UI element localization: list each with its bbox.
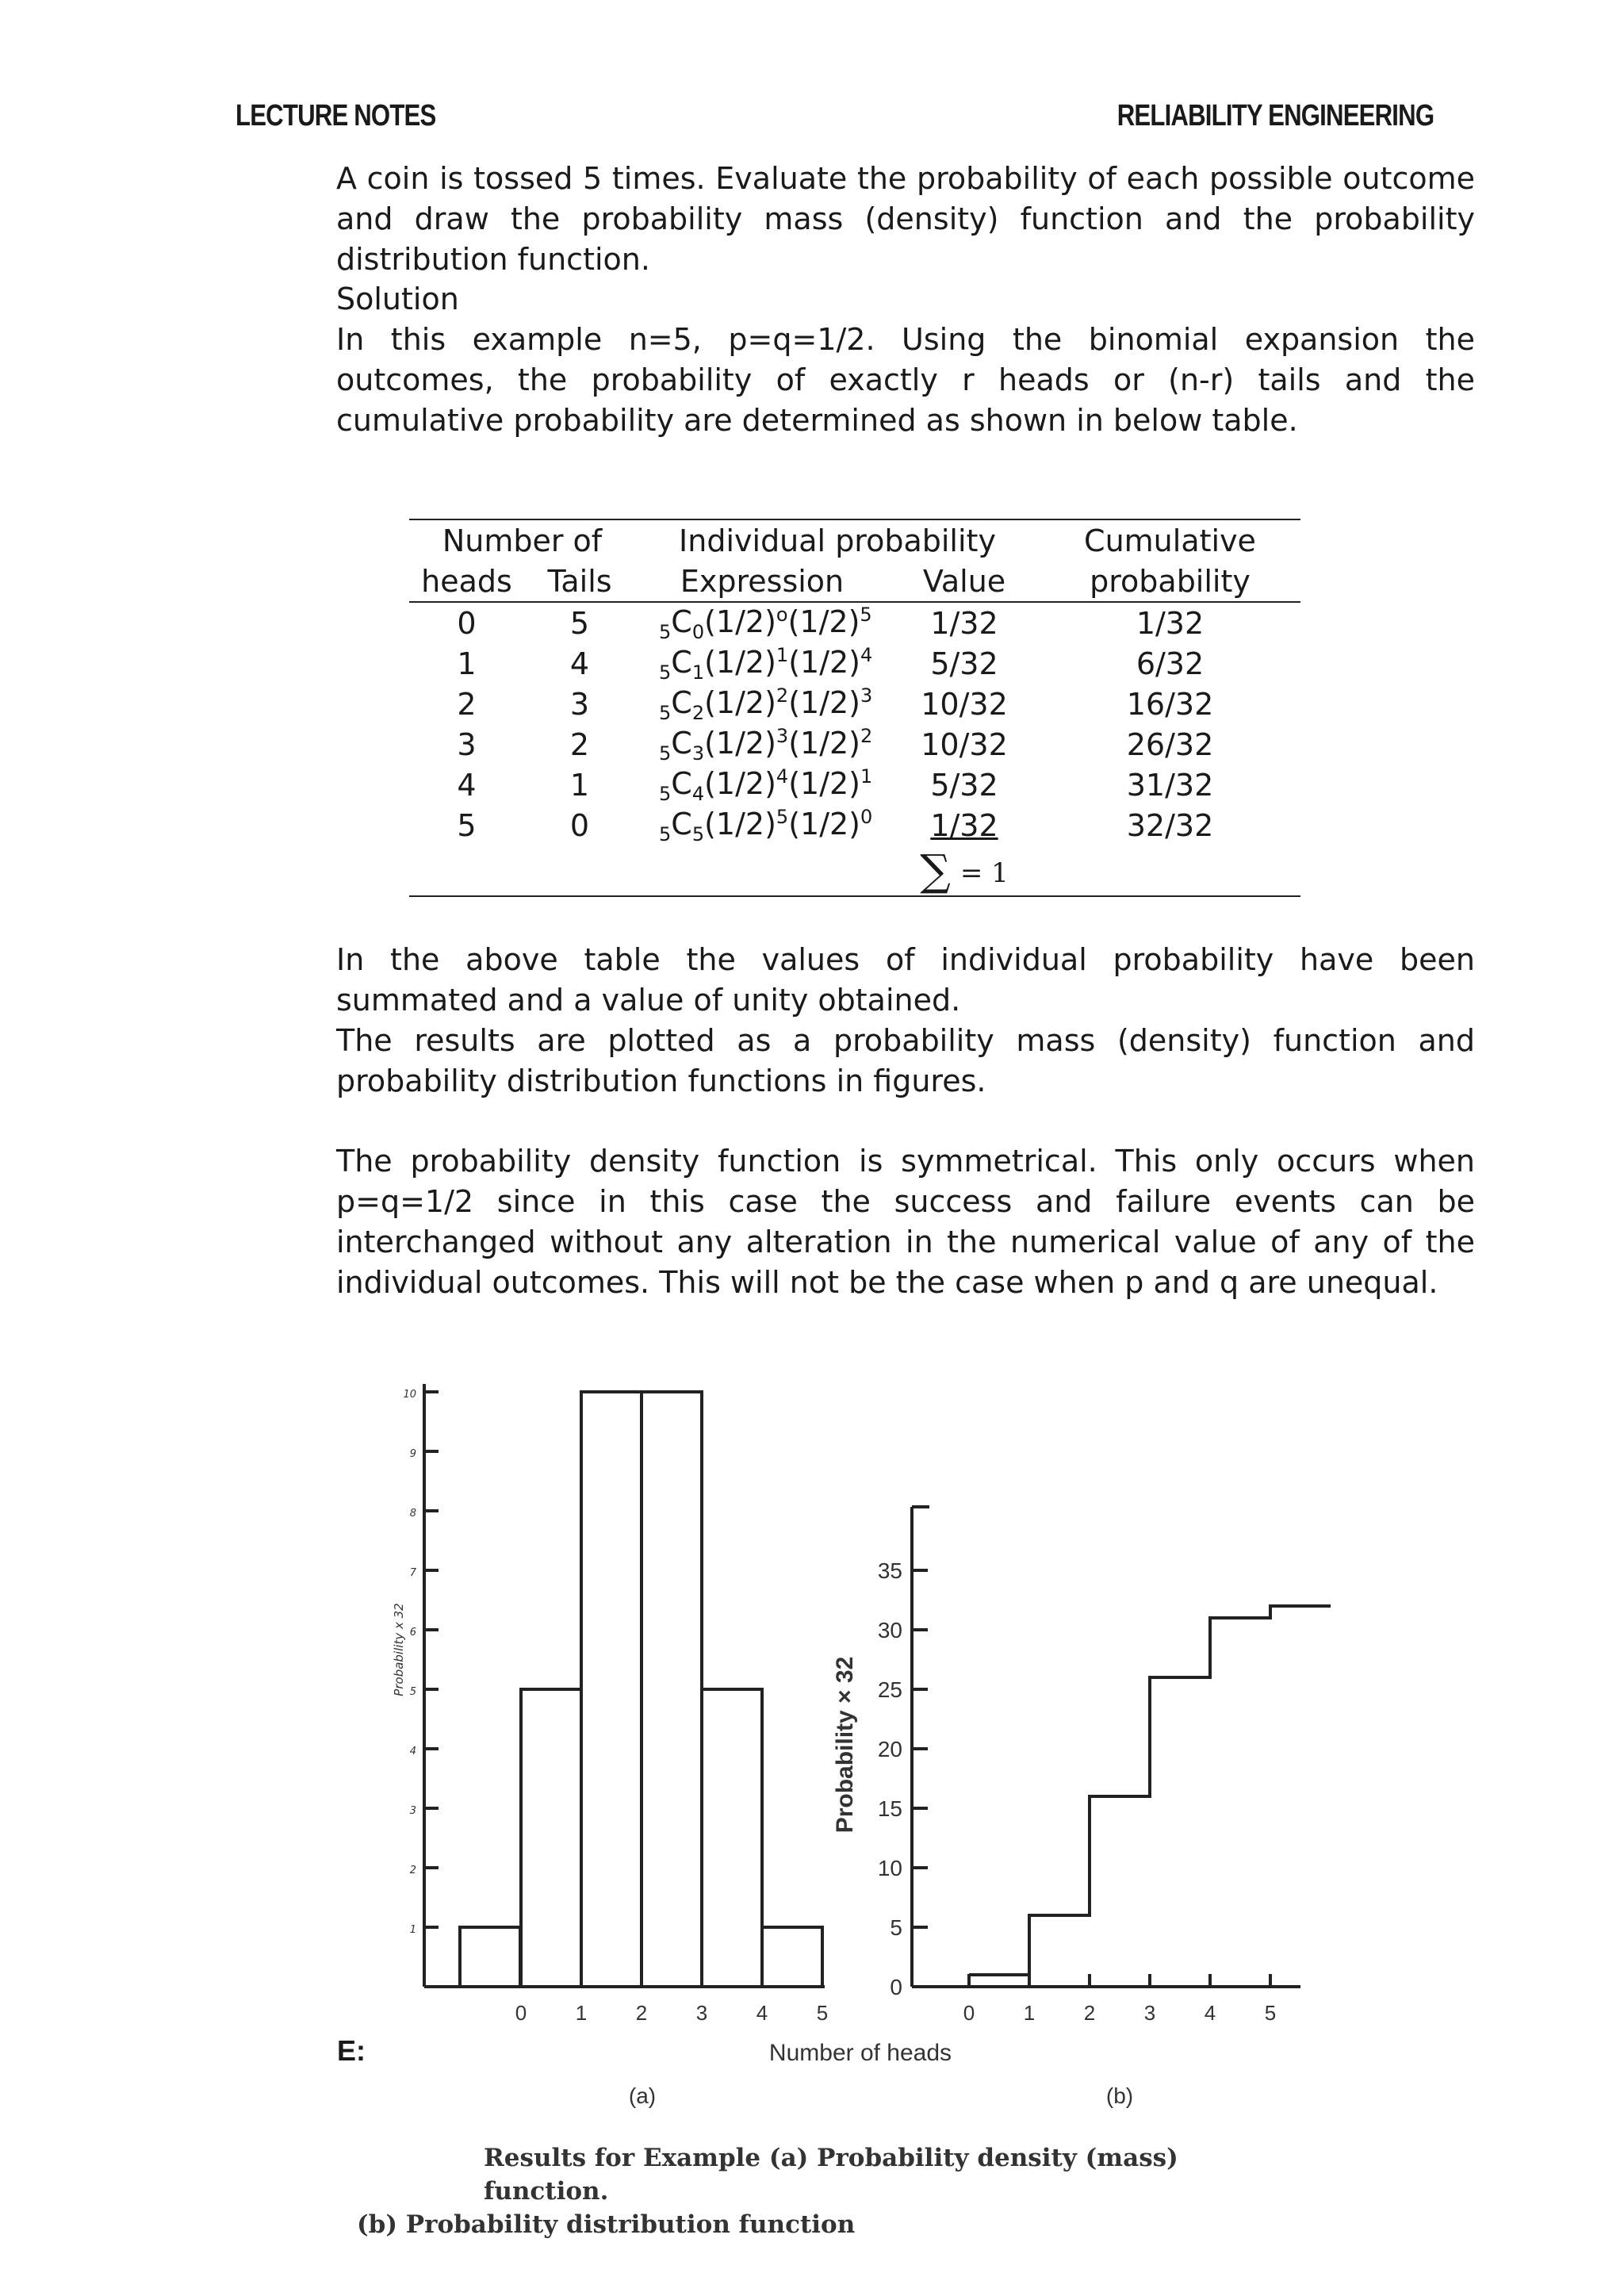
tails-cell: 1 bbox=[569, 767, 590, 803]
group-header-row bbox=[409, 519, 1300, 561]
problem-statement: A coin is tossed 5 times. Evaluate the probability of each possible outcome and draw the probability mass (density) function and the probability distribution function. bbox=[336, 161, 1475, 277]
y-tick-label-b: 15 bbox=[877, 1796, 902, 1821]
expression-cell bbox=[635, 765, 889, 805]
expression-cell bbox=[635, 724, 889, 765]
expression-header: Expression bbox=[635, 561, 889, 602]
y-tick-label-a: 6 bbox=[409, 1627, 416, 1639]
cumulative-header: Cumulative bbox=[1084, 523, 1256, 558]
combination-symbol: C bbox=[671, 684, 692, 720]
n-prefix: 5 bbox=[659, 701, 672, 724]
value-cell: 1/32 bbox=[930, 807, 998, 843]
k-subscript: 3 bbox=[691, 742, 705, 765]
x-tick-label-b: 1 bbox=[1023, 2001, 1036, 2025]
figure-caption bbox=[357, 2141, 1308, 2241]
results-figure bbox=[0, 1340, 1624, 2133]
header-left: LECTURE NOTES bbox=[236, 99, 436, 132]
combination-symbol: C bbox=[671, 604, 692, 639]
half-term: (1/2) bbox=[788, 806, 861, 841]
x-tick-label-a: 3 bbox=[695, 2001, 708, 2025]
tails-header: Tails bbox=[524, 561, 635, 602]
chart-title-a: (a) bbox=[628, 2083, 657, 2108]
y-tick-label-a: 2 bbox=[409, 1865, 416, 1876]
value-cell: 10/32 bbox=[921, 686, 1008, 722]
chart-a bbox=[392, 1384, 828, 2108]
sigma-symbol: ∑ bbox=[920, 845, 951, 895]
half-term: (1/2) bbox=[704, 644, 776, 680]
bar-a bbox=[702, 1689, 762, 1987]
x-tick-label-a: 2 bbox=[635, 2001, 648, 2025]
y-tick-label-a: 8 bbox=[409, 1508, 416, 1520]
tails-cell: 4 bbox=[569, 646, 590, 681]
bar-a bbox=[642, 1392, 702, 1987]
y-tick-label-a: 7 bbox=[409, 1567, 416, 1579]
half-term: (1/2) bbox=[704, 806, 776, 841]
exponent-2: 3 bbox=[860, 684, 873, 707]
k-subscript: 5 bbox=[691, 822, 705, 845]
caption-line-2: (b) Probability distribution function bbox=[357, 2210, 856, 2239]
value-cell: 5/32 bbox=[930, 767, 998, 803]
value-header: Value bbox=[889, 561, 1040, 602]
cumulative-line-b bbox=[969, 1606, 1331, 1975]
y-tick-label-a: 10 bbox=[403, 1389, 416, 1401]
cumulative-cell: 32/32 bbox=[1126, 807, 1214, 843]
tails-cell: 0 bbox=[569, 807, 590, 843]
half-term: (1/2) bbox=[704, 765, 776, 801]
table-row bbox=[409, 765, 1300, 805]
solution-text: In this example n=5, p=q=1/2. Using the binomial expansion the outcomes, the probability of exactly r heads or (n-r) tails and the cumulative probability are determined as shown in below table. bbox=[336, 322, 1475, 438]
expression-cell bbox=[635, 643, 889, 684]
expression-cell bbox=[635, 602, 889, 643]
y-tick-label-a: 9 bbox=[409, 1448, 416, 1460]
x-tick-label-b: 0 bbox=[963, 2001, 975, 2025]
number-of-header: Number of bbox=[442, 523, 603, 558]
bar-a bbox=[460, 1927, 520, 1987]
cumulative-cell: 6/32 bbox=[1136, 646, 1205, 681]
half-term: (1/2) bbox=[704, 725, 776, 761]
combination-symbol: C bbox=[671, 765, 692, 801]
y-axis-label-b: Probability × 32 bbox=[832, 1656, 858, 1834]
bar-a bbox=[581, 1392, 642, 1987]
column-header-row bbox=[409, 561, 1300, 602]
tails-cell: 3 bbox=[569, 686, 590, 722]
table-row bbox=[409, 724, 1300, 765]
tails-cell: 5 bbox=[569, 605, 590, 641]
exponent-1: 2 bbox=[776, 684, 789, 707]
x-tick-label-b: 2 bbox=[1083, 2001, 1096, 2025]
exponent-1: 5 bbox=[776, 805, 789, 828]
n-prefix: 5 bbox=[659, 822, 672, 845]
heads-cell: 5 bbox=[457, 807, 477, 843]
k-subscript: 2 bbox=[691, 701, 705, 724]
figure-stub: E: bbox=[337, 2034, 366, 2067]
exponent-2: 4 bbox=[860, 643, 873, 666]
heads-cell: 1 bbox=[457, 646, 477, 681]
binomial-table bbox=[409, 519, 1300, 897]
cumulative-cell: 1/32 bbox=[1136, 605, 1205, 641]
bar-a bbox=[521, 1689, 581, 1987]
y-tick-label-b: 10 bbox=[877, 1856, 902, 1880]
value-cell: 1/32 bbox=[930, 605, 998, 641]
x-tick-label-b: 5 bbox=[1264, 2001, 1277, 2025]
para-summation: In the above table the values of individual probability have been summated and a value of unity obtained. bbox=[336, 942, 1475, 1018]
para-plotted: The results are plotted as a probability mass (density) function and probability distribution functions in figures. bbox=[336, 1023, 1475, 1098]
table-row bbox=[409, 602, 1300, 643]
chart-b bbox=[769, 1507, 1331, 2108]
half-term: (1/2) bbox=[788, 725, 861, 761]
cumulative-cell: 26/32 bbox=[1126, 726, 1214, 762]
tails-cell: 2 bbox=[569, 726, 590, 762]
x-tick-label-a: 1 bbox=[575, 2001, 588, 2025]
half-term: (1/2) bbox=[788, 684, 861, 720]
y-tick-label-b: 0 bbox=[890, 1975, 902, 1999]
para-symmetry: The probability density function is symmetrical. This only occurs when p=q=1/2 since in this case the success and failure events can be interchanged without any alteration in the numerical value of any of the individual outcomes. This will not be the case when p and q are unequal. bbox=[336, 1144, 1475, 1300]
heads-header: heads bbox=[409, 561, 524, 602]
y-tick-label-a: 1 bbox=[409, 1924, 416, 1936]
bar-a bbox=[762, 1927, 822, 1987]
half-term: (1/2) bbox=[787, 604, 860, 639]
heads-cell: 3 bbox=[457, 726, 477, 762]
y-axis-label-a: Probability x 32 bbox=[392, 1603, 406, 1696]
heads-cell: 4 bbox=[457, 767, 477, 803]
chart-title-b: (b) bbox=[1105, 2083, 1134, 2108]
half-term: (1/2) bbox=[704, 684, 776, 720]
combination-symbol: C bbox=[671, 644, 692, 680]
y-tick-label-b: 25 bbox=[877, 1677, 902, 1702]
half-term: (1/2) bbox=[704, 604, 776, 639]
solution-heading: Solution bbox=[336, 282, 459, 316]
x-tick-label-a: 5 bbox=[816, 2001, 829, 2025]
cumulative-cell: 31/32 bbox=[1126, 767, 1214, 803]
k-subscript: 1 bbox=[691, 661, 705, 684]
combination-symbol: C bbox=[671, 725, 692, 761]
cumulative-cell: 16/32 bbox=[1126, 686, 1214, 722]
x-tick-label-b: 3 bbox=[1143, 2001, 1156, 2025]
k-subscript: 4 bbox=[691, 782, 705, 805]
x-tick-label-b: 4 bbox=[1204, 2001, 1216, 2025]
x-tick-label-a: 4 bbox=[756, 2001, 768, 2025]
y-tick-label-b: 5 bbox=[890, 1915, 902, 1940]
combination-symbol: C bbox=[671, 806, 692, 841]
value-cell: 10/32 bbox=[921, 726, 1008, 762]
table-row bbox=[409, 643, 1300, 684]
heads-cell: 0 bbox=[457, 605, 477, 641]
y-tick-label-a: 5 bbox=[409, 1686, 416, 1698]
table-row bbox=[409, 684, 1300, 724]
sum-cell bbox=[889, 845, 1040, 896]
exponent-1: 1 bbox=[776, 643, 789, 666]
expression-cell bbox=[635, 805, 889, 845]
y-tick-label-b: 30 bbox=[877, 1618, 902, 1642]
header-right: RELIABILITY ENGINEERING bbox=[1116, 99, 1434, 132]
probability-header: probability bbox=[1040, 561, 1300, 602]
exponent-1: 4 bbox=[776, 765, 789, 788]
n-prefix: 5 bbox=[659, 620, 672, 643]
exponent-2: 5 bbox=[860, 603, 872, 626]
k-subscript: 0 bbox=[691, 620, 705, 643]
exponent-2: 0 bbox=[860, 805, 873, 828]
half-term: (1/2) bbox=[788, 765, 861, 801]
sum-value: = 1 bbox=[959, 857, 1009, 889]
sum-row bbox=[409, 845, 1300, 896]
x-tick-label-a: 0 bbox=[515, 2001, 527, 2025]
n-prefix: 5 bbox=[659, 742, 672, 765]
caption-line-1: Results for Example (a) Probability density (mass) function. bbox=[484, 2144, 1178, 2206]
exponent-2: 2 bbox=[860, 724, 873, 747]
y-tick-label-b: 20 bbox=[877, 1737, 902, 1761]
n-prefix: 5 bbox=[659, 661, 672, 684]
table-row bbox=[409, 805, 1300, 845]
exponent-2: 1 bbox=[860, 765, 873, 788]
expression-cell bbox=[635, 684, 889, 724]
y-tick-label-a: 4 bbox=[409, 1746, 416, 1757]
individual-probability-header: Individual probability bbox=[679, 523, 996, 558]
n-prefix: 5 bbox=[659, 782, 672, 805]
half-term: (1/2) bbox=[788, 644, 861, 680]
heads-cell: 2 bbox=[457, 686, 477, 722]
y-tick-label-a: 3 bbox=[409, 1805, 416, 1817]
y-tick-label-b: 35 bbox=[877, 1558, 902, 1583]
x-axis-label: Number of heads bbox=[768, 2040, 952, 2066]
exponent-1: 3 bbox=[776, 724, 789, 747]
exponent-1: o bbox=[776, 603, 788, 626]
value-cell: 5/32 bbox=[930, 646, 998, 681]
